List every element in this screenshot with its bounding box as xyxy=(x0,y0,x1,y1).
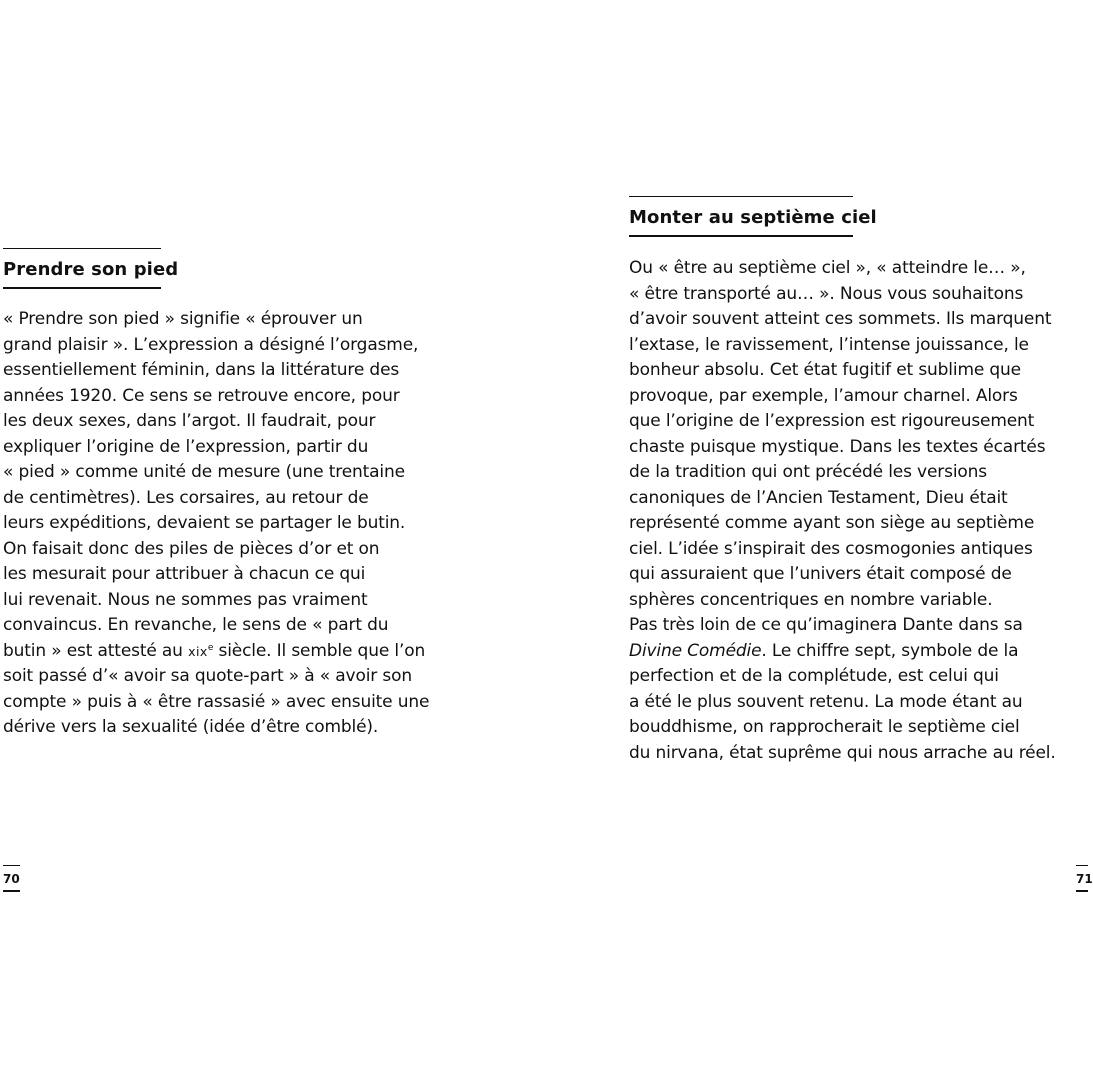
text-fragment: siècle. Il semble que l’on xyxy=(213,640,426,661)
left-heading-block xyxy=(3,248,179,289)
left-body-text xyxy=(3,307,429,741)
text-line: grand plaisir ». L’expression a désigné l’orgasme, xyxy=(3,334,419,355)
text-line: de centimètres). Les corsaires, au retour de xyxy=(3,487,369,508)
text-line: de la tradition qui ont précédé les versions xyxy=(629,462,987,482)
text-line: chaste puisque mystique. Dans les textes écartés xyxy=(629,436,1046,457)
text-line: lui revenait. Nous ne sommes pas vraiment xyxy=(3,589,368,610)
text-line: années 1920. Ce sens se retrouve encore, pour xyxy=(3,385,400,406)
heading-rule-bottom xyxy=(629,235,853,237)
text-line-century xyxy=(3,639,429,665)
text-line: Ou « être au septième ciel », « atteindre le… », xyxy=(629,258,1026,278)
text-line: les deux sexes, dans l’argot. Il faudrait, pour xyxy=(3,411,376,431)
text-line: du nirvana, état suprême qui nous arrache au réel. xyxy=(629,742,1056,763)
text-line: qui assuraient que l’univers était composé de xyxy=(629,564,1012,584)
century-superscript: e xyxy=(207,642,214,653)
text-line: les mesurait pour attribuer à chacun ce qui xyxy=(3,564,366,584)
text-line: « pied » comme unité de mesure (une trentaine xyxy=(3,462,405,482)
text-line: représenté comme ayant son siège au septième xyxy=(629,513,1035,533)
text-line: bonheur absolu. Cet état fugitif et sublime que xyxy=(629,360,1021,380)
text-line: expliquer l’origine de l’expression, partir du xyxy=(3,436,369,457)
century-small-caps: xix xyxy=(188,643,208,659)
folio-rule-bottom xyxy=(3,890,20,892)
right-body-text xyxy=(629,256,1056,766)
text-line: soit passé d’« avoir sa quote-part » à « avoir son xyxy=(3,666,412,686)
page-number-label: 71 xyxy=(1076,872,1093,886)
folio-rule-top xyxy=(1076,865,1088,866)
text-line: dérive vers la sexualité (idée d’être comblé). xyxy=(3,717,379,737)
text-line-italic-title xyxy=(629,639,1056,665)
text-line: ciel. L’idée s’inspirait des cosmogonies antiques xyxy=(629,538,1033,559)
text-fragment: . Le chiffre sept, symbole de la xyxy=(761,640,1019,661)
text-fragment: butin » est attesté au xyxy=(3,640,189,661)
text-line: sphères concentriques en nombre variable. xyxy=(629,589,993,610)
text-line: On faisait donc des piles de pièces d’or et on xyxy=(3,538,380,559)
page-number-right xyxy=(1076,865,1093,892)
italic-title: Divine Comédie xyxy=(629,640,762,661)
right-heading-block xyxy=(629,196,877,237)
text-line: « être transporté au… ». Nous vous souhaitons xyxy=(629,283,1024,304)
right-page xyxy=(544,0,1093,1089)
text-line: d’avoir souvent atteint ces sommets. Ils marquent xyxy=(629,309,1052,329)
page-number-label: 70 xyxy=(3,872,20,886)
left-heading: Prendre son pied xyxy=(3,259,179,280)
heading-rule-bottom xyxy=(3,287,161,289)
page-number-left xyxy=(3,865,20,892)
text-line: essentiellement féminin, dans la littérature des xyxy=(3,360,400,380)
text-line: bouddhisme, on rapprocherait le septième ciel xyxy=(629,717,1020,737)
text-line: perfection et de la complétude, est celui qui xyxy=(629,666,999,686)
text-line: canoniques de l’Ancien Testament, Dieu était xyxy=(629,487,1008,508)
text-line: convaincus. En revanche, le sens de « part du xyxy=(3,615,389,635)
text-line: l’extase, le ravissement, l’intense jouissance, le xyxy=(629,334,1029,355)
text-line: compte » puis à « être rassasié » avec ensuite une xyxy=(3,691,430,712)
text-line: a été le plus souvent retenu. La mode étant au xyxy=(629,691,1023,712)
left-page xyxy=(0,0,544,1089)
text-line: Pas très loin de ce qu’imaginera Dante dans sa xyxy=(629,615,1023,635)
folio-rule-top xyxy=(3,865,20,866)
right-heading: Monter au septième ciel xyxy=(629,207,877,228)
text-line: leurs expéditions, devaient se partager le butin. xyxy=(3,513,406,533)
text-line: que l’origine de l’expression est rigoureusement xyxy=(629,411,1035,431)
text-line: « Prendre son pied » signifie « éprouver un xyxy=(3,309,363,329)
folio-rule-bottom xyxy=(1076,890,1088,892)
text-line: provoque, par exemple, l’amour charnel. Alors xyxy=(629,385,1018,406)
